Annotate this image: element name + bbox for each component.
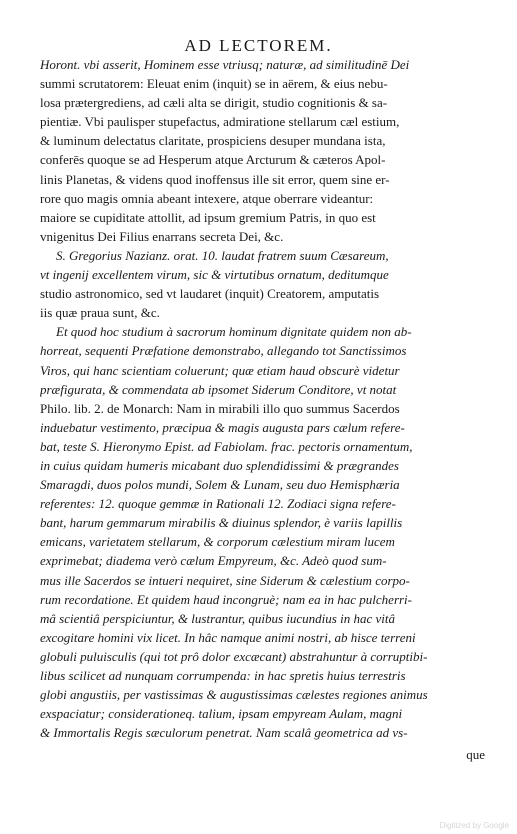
text-line: studio astronomico, sed vt laudaret (inquit) Creatorem, amputatis	[40, 286, 380, 302]
text-line: S. Gregorius Nazianz. orat. 10. laudat fratrem suum Cæsareum,	[56, 247, 389, 263]
text-line: libus scilicet ad nunquam corrumpenda: in hac spretis huius terrestris	[40, 668, 406, 683]
page-header: AD LECTOREM.	[184, 36, 333, 55]
text-line: Smaragdi, duos polos mundi, Solem & Lunam, seu duo Hemisphæria	[40, 477, 400, 493]
body-text	[40, 55, 486, 742]
watermark: Digitized by Google	[439, 821, 509, 830]
text-line: bant, harum gemmarum mirabilis & diuinus splendor, è variis lapillis	[40, 515, 403, 531]
text-line: conferēs quoque se ad Hesperum atque Arcturum & cæteros Apol-	[40, 152, 386, 168]
text-line: Viros, qui hanc scientiam coluerunt; quæ etiam haud obscurè videtur	[40, 362, 400, 378]
text-line: exprimebat; diadema verò cælum Empyreum, &c. Adeò quod sum-	[40, 553, 387, 569]
text-line: & luminum delectatus claritate, prospiciens desuper mundana ista,	[40, 133, 386, 149]
text-line: globi angustiis, per vastissimas & augustissimas cælestes regiones animus	[40, 687, 428, 703]
text-line: iis quæ praua sunt, &c.	[40, 305, 160, 321]
text-line: globuli puluisculis (qui tot prô dolor excæcant) abstrahuntur à corruptibi-	[40, 648, 428, 664]
catchword: que	[466, 747, 485, 762]
text-line: in cuius quidam humeris micabant duo splendidissimi & prægrandes	[40, 457, 399, 473]
text-line: mâ scientiâ perspiciuntur, & lustrantur, quibus iucundius in hac vitâ	[40, 610, 395, 626]
text-line: linis Planetas, & videns quod inoffensus ille sit error, quem sine er-	[40, 171, 390, 187]
text-line: vt ingenij excellentem virum, sic & virtutibus ornatum, deditumque	[40, 267, 389, 283]
text-line: summi scrutatorem: Eleuat enim (inquit) se in aërem, & eius nebu-	[40, 76, 388, 92]
text-line: præfigurata, & commendata ab ipsomet Siderum Conditore, vt notat	[40, 381, 397, 397]
text-line: excogitare homini vix licet. In hâc namque animi nostri, ab hisce terreni	[40, 629, 416, 645]
text-line: Et quod hoc studium à sacrorum hominum dignitate quidem non ab-	[56, 324, 412, 340]
text-line: emicans, varietatem stellarum, & corporum cælestium miram lucem	[40, 534, 395, 550]
text-line: maiore se cupiditate attollit, ad ipsum gremium Patris, in quo est	[40, 209, 376, 225]
text-line: losa prætergrediens, ad cæli alta se dirigit, studio cognitionis & sa-	[40, 95, 388, 111]
text-line: Philo. lib. 2. de Monarch: Nam in mirabili illo quo summus Sacerdos	[40, 400, 400, 416]
text-line: mus ille Sacerdos se intueri nequiret, sine Siderum & cælestium corpo-	[40, 572, 410, 588]
text-line: induebatur vestimento, præcipua & magis augusta pars cælum refere-	[40, 419, 405, 435]
text-line: horreat, sequenti Præfatione demonstrabo, allegando tot Sanctissimos	[40, 343, 407, 359]
text-line: bat, teste S. Hieronymo Epist. ad Fabiolam. frac. pectoris ornamentum,	[40, 438, 413, 454]
text-line: vnigenitus Dei Filius enarrans secreta Dei, &c.	[40, 228, 284, 244]
text-line: rore quo magis omnia abeant intexere, atque oberrare videantur:	[40, 190, 374, 206]
text-line: exspaciatur; considerationeq. talium, ipsam empyream Aulam, magni	[40, 706, 403, 722]
text-line: rum recordatione. Et quidem haud incongruè; nam ea in hac pulcherri-	[40, 591, 412, 607]
text-line: Horont. vbi asserit, Hominem esse vtriusq; naturæ, ad similitudinē Dei	[40, 57, 410, 72]
text-line: pientiæ. Vbi paulisper stupefactus, admiratione stellarum cæl estium,	[40, 114, 400, 130]
text-line: referentes: 12. quoque gemmæ in Rationali 12. Zodiaci signa refere-	[40, 496, 396, 512]
text-line: & Immortalis Regis sæculorum penetrat. Nam scalâ geometrica ad vs-	[40, 725, 408, 741]
